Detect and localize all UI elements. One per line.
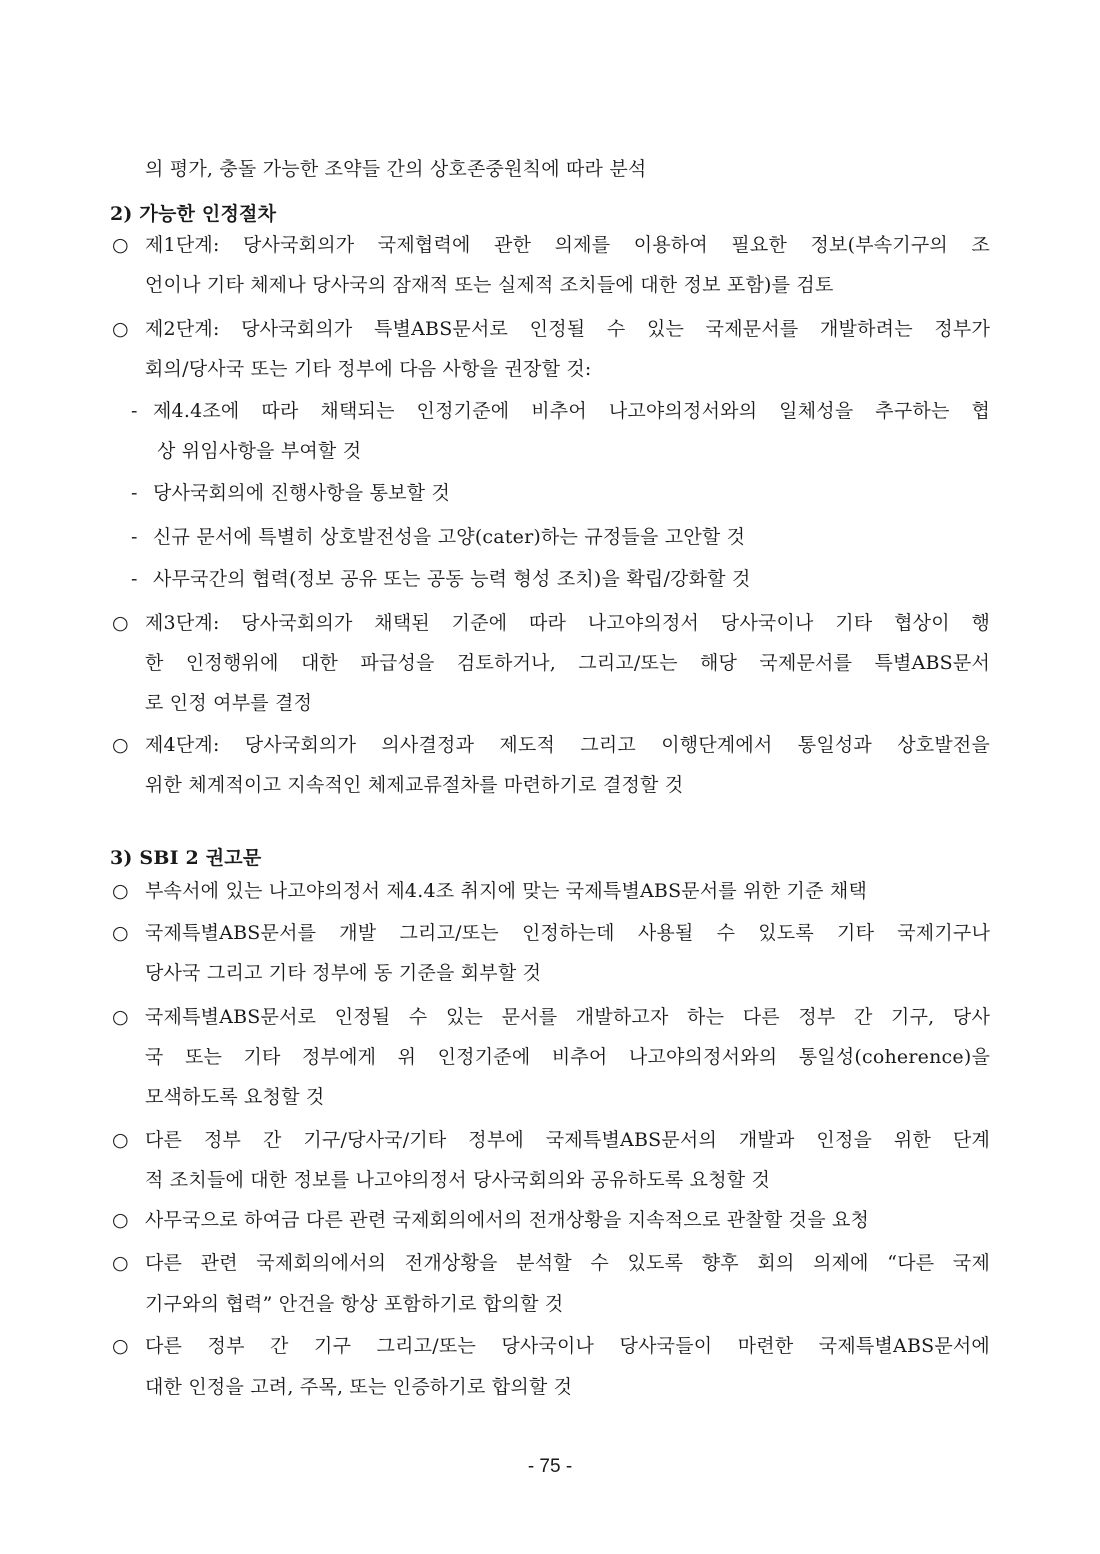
bullet-marker: ○ <box>112 234 129 256</box>
line-text: 사무국으로 하여금 다른 관련 국제회의에서의 전개상황을 지속적으로 관찰할 것을 요청 <box>145 1209 870 1231</box>
bullet-marker: ○ <box>112 612 129 634</box>
line-text: 사무국간의 협력(정보 공유 또는 공동 능력 형성 조치)을 확립/강화할 것 <box>153 568 751 590</box>
line-text: 3) SBI 2 권고문 <box>110 847 262 869</box>
line-text: 제1단계: 당사국회의가 국제협력에 관한 의제를 이용하여 필요한 정보(부속기구의 조 <box>145 234 990 256</box>
line-text: 제3단계: 당사국회의가 채택된 기준에 따라 나고야의정서 당사국이나 기타 협상이 행 <box>145 612 990 634</box>
bullet-marker: ○ <box>112 734 129 756</box>
dash-marker: - <box>131 400 138 422</box>
line-text: 다른 정부 간 기구 그리고/또는 당사국이나 당사국들이 마련한 국제특별ABS문서에 <box>145 1335 990 1357</box>
bullet-marker: ○ <box>112 1006 129 1028</box>
line-text: 회의/당사국 또는 기타 정부에 다음 사항을 권장할 것: <box>145 358 592 380</box>
line-text: 국제특별ABS문서로 인정될 수 있는 문서를 개발하고자 하는 다른 정부 간 기구, 당사 <box>145 1006 990 1028</box>
line-text: 적 조치들에 대한 정보를 나고야의정서 당사국회의와 공유하도록 요청할 것 <box>145 1169 771 1191</box>
bullet-marker: ○ <box>112 1129 129 1151</box>
line-text: 모색하도록 요청할 것 <box>145 1086 325 1108</box>
bullet-marker: ○ <box>112 1335 129 1357</box>
bullet-marker: ○ <box>112 922 129 944</box>
line-text: 의 평가, 충돌 가능한 조약들 간의 상호존중원칙에 따라 분석 <box>145 158 647 180</box>
line-text: 한 인정행위에 대한 파급성을 검토하거나, 그리고/또는 해당 국제문서를 특별ABS문서 <box>145 652 990 674</box>
line-text: 위한 체계적이고 지속적인 체제교류절차를 마련하기로 결정할 것 <box>145 774 684 796</box>
dash-marker: - <box>131 482 138 504</box>
line-text: 대한 인정을 고려, 주목, 또는 인증하기로 합의할 것 <box>145 1376 573 1398</box>
line-text: 신규 문서에 특별히 상호발전성을 고양(cater)하는 규정들을 고안할 것 <box>153 526 746 548</box>
bullet-marker: ○ <box>112 1209 129 1231</box>
dash-marker: - <box>131 568 138 590</box>
line-text: 제4단계: 당사국회의가 의사결정과 제도적 그리고 이행단계에서 통일성과 상호발전을 <box>145 734 990 756</box>
line-text: 언이나 기타 체제나 당사국의 잠재적 또는 실제적 조치들에 대한 정보 포함)를 검토 <box>145 274 834 296</box>
line-text: 다른 관련 국제회의에서의 전개상황을 분석할 수 있도록 향후 회의 의제에 “다른 국제 <box>145 1252 990 1274</box>
dash-marker: - <box>131 526 138 548</box>
line-text: 당사국 그리고 기타 정부에 동 기준을 회부할 것 <box>145 962 542 984</box>
bullet-marker: ○ <box>112 318 129 340</box>
line-text: 제4.4조에 따라 채택되는 인정기준에 비추어 나고야의정서와의 일체성을 추구하는 협 <box>153 400 990 422</box>
line-text: 당사국회의에 진행사항을 통보할 것 <box>153 482 451 504</box>
line-text: 국제특별ABS문서를 개발 그리고/또는 인정하는데 사용될 수 있도록 기타 국제기구나 <box>145 922 990 944</box>
page-number: - 75 - <box>527 1456 573 1477</box>
line-text: 상 위임사항을 부여할 것 <box>157 440 362 462</box>
line-text: 로 인정 여부를 결정 <box>145 692 313 714</box>
bullet-marker: ○ <box>112 880 129 902</box>
bullet-marker: ○ <box>112 1252 129 1274</box>
line-text: 제2단계: 당사국회의가 특별ABS문서로 인정될 수 있는 국제문서를 개발하려는 정부가 <box>145 318 990 340</box>
line-text: 기구와의 협력” 안건을 항상 포함하기로 합의할 것 <box>145 1293 564 1315</box>
line-text: 다른 정부 간 기구/당사국/기타 정부에 국제특별ABS문서의 개발과 인정을 위한 단계 <box>145 1129 990 1151</box>
line-text: 국 또는 기타 정부에게 위 인정기준에 비추어 나고야의정서와의 통일성(coherence)을 <box>145 1046 990 1068</box>
line-text: 부속서에 있는 나고야의정서 제4.4조 취지에 맞는 국제특별ABS문서를 위한 기준 채택 <box>145 880 868 902</box>
line-text: 2) 가능한 인정절차 <box>110 203 277 225</box>
